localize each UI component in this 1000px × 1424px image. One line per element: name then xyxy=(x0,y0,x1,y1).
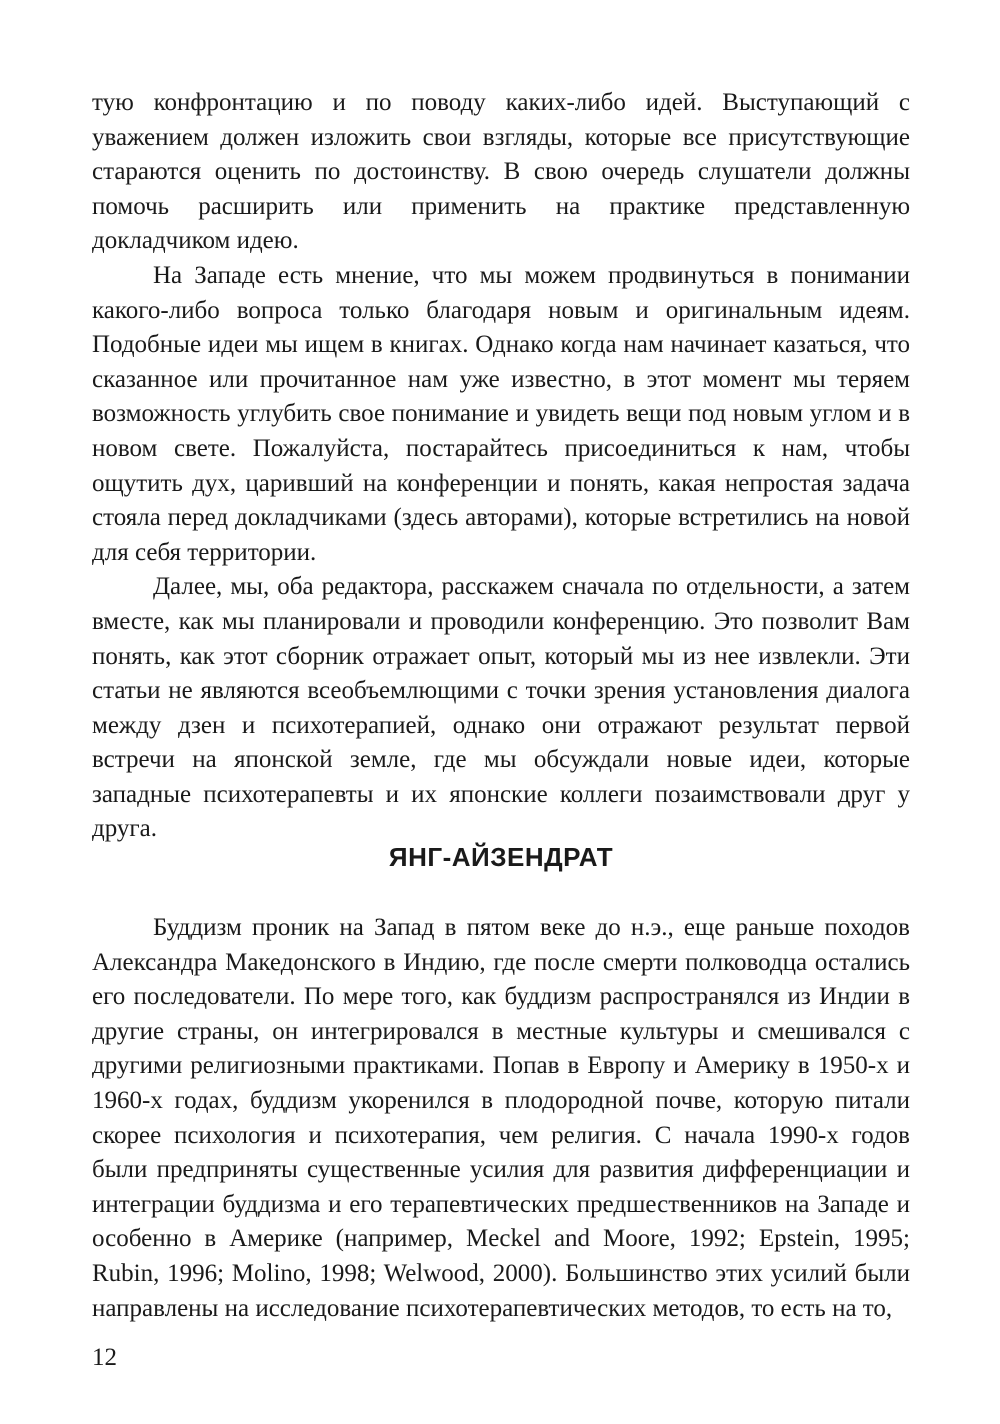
page-number: 12 xyxy=(92,1344,117,1371)
section-heading: ЯНГ-АЙЗЕНДРАТ xyxy=(388,842,614,872)
text-block-top xyxy=(92,86,910,847)
paragraph-editors: Далее, мы, оба редактора, расскажем сначала по отдельности, а затем вместе, как мы планировали и проводили конференцию. Это позволит Вам понять, как этот сборник отражает опыт, который мы из нее извлекли. Эти статьи не являются всеобъемлющими с точки зрения установления диалога между дзен и психотерапией, однако они отражают результат первой встречи на японской земле, где мы обсуждали новые идеи, которые западные психотерапевты и их японские коллеги позаимствовали друг у друга. xyxy=(92,573,910,843)
paragraph-west-opinion: На Западе есть мнение, что мы можем продвинуться в понимании какого-либо вопроса только благодаря новым и оригинальным идеям. Подобные идеи мы ищем в книгах. Однако когда нам начинает казаться, что сказанное или прочитанное нам уже известно, в этот момент мы теряем возможность углубить свое понимание и увидеть вещи под новым углом и в новом свете. Пожалуйста, постарайтесь присоединиться к нам, чтобы ощутить дух, царивший на конференции и понять, какая непростая задача стояла перед докладчиками (здесь авторами), которые встретились на новой для себя территории. xyxy=(92,261,910,566)
text-block-bottom xyxy=(92,911,910,1326)
paragraph-buddhism-west: Буддизм проник на Запад в пятом веке до н.э., еще раньше походов Александра Македонского в Индию, где после смерти полководца остались его последователи. По мере того, как буддизм распространялся из Индии в другие страны, он интегрировался в местные культуры и смешивался с другими религиозными практиками. Попав в Европу и Америку в 1950-х и 1960-х годах, буддизм укоренился в плодородной почве, которую питали скорее психология и психотерапия, чем религия. С начала 1990-х годов были предприняты существенные усилия для развития дифференциации и интеграции буддизма и его терапевтических предшественников на Западе и особенно в Америке (например, Meckel and Moore, 1992; Epstein, 1995; Rubin, 1996; Molino, 1998; Welwood, 2000). Большинство этих усилий были направлены на исследование психотерапевтических методов, то есть на то, xyxy=(92,914,910,1322)
paragraph-continuation: тую конфронтацию и по поводу каких-либо идей. Выступающий с уважением должен изложить свои взгляды, которые все присутствующие стараются оценить по достоинству. В свою очередь слушатели должны помочь расширить или применить на практике представленную докладчиком идею. xyxy=(92,89,910,255)
